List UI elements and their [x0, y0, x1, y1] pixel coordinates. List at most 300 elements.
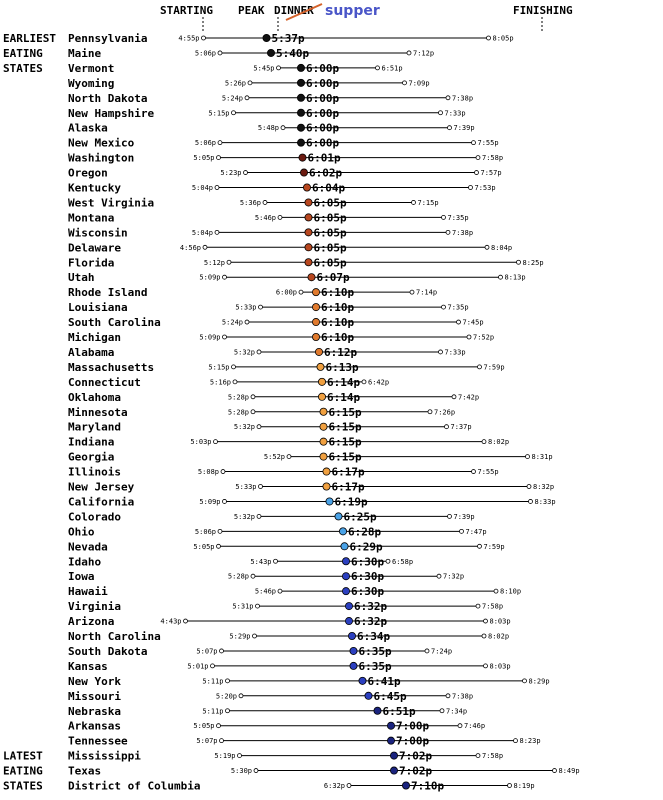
start-time-label: 5:32p — [233, 512, 255, 521]
start-marker — [233, 380, 237, 384]
start-marker — [257, 425, 261, 429]
start-time-label: 5:08p — [197, 468, 219, 477]
end-time-label: 7:38p — [452, 228, 474, 237]
side-label-eating-top: EATING — [3, 46, 43, 60]
peak-time-label: 6:02p — [309, 166, 343, 180]
end-marker — [445, 425, 449, 429]
state-name: Kentucky — [68, 181, 121, 195]
state-name: North Carolina — [68, 630, 161, 643]
end-marker — [472, 141, 476, 145]
end-time-label: 7:58p — [482, 602, 504, 611]
state-name: South Dakota — [68, 644, 148, 658]
start-time-label: 5:12p — [203, 258, 225, 267]
end-time-label: 7:39p — [453, 512, 475, 521]
end-time-label: 7:12p — [413, 49, 435, 58]
peak-marker — [312, 289, 319, 296]
start-marker — [251, 395, 255, 399]
end-marker — [527, 485, 531, 489]
state-row — [68, 137, 499, 150]
start-marker — [257, 350, 261, 354]
state-name: Illinois — [68, 465, 121, 479]
peak-marker — [297, 124, 304, 131]
start-time-label: 4:43p — [160, 617, 182, 626]
end-marker — [508, 784, 512, 788]
end-marker — [412, 200, 416, 204]
end-marker — [407, 51, 411, 55]
peak-marker — [320, 408, 327, 415]
start-marker — [281, 126, 285, 130]
end-time-label: 8:23p — [519, 737, 541, 746]
peak-time-label: 6:15p — [328, 435, 362, 449]
end-time-label: 7:45p — [462, 318, 484, 327]
state-row — [68, 182, 496, 195]
peak-time-label: 6:15p — [328, 450, 362, 464]
start-time-label: 5:48p — [257, 124, 279, 133]
start-time-label: 4:56p — [179, 243, 201, 252]
end-marker — [403, 81, 407, 85]
state-row — [68, 196, 439, 209]
peak-time-label: 7:00p — [396, 734, 430, 748]
state-row — [68, 690, 473, 703]
peak-marker — [300, 169, 307, 176]
state-row — [68, 675, 550, 688]
end-time-label: 7:59p — [483, 363, 505, 372]
end-marker — [482, 634, 486, 638]
end-time-label: 7:57p — [480, 169, 502, 178]
peak-marker — [323, 468, 330, 475]
start-time-label: 5:28p — [227, 393, 249, 402]
end-marker — [376, 66, 380, 70]
peak-time-label: 6:05p — [313, 241, 347, 255]
start-time-label: 5:46p — [254, 213, 276, 222]
end-time-label: 8:19p — [513, 782, 535, 790]
state-name: West Virginia — [68, 196, 155, 210]
start-marker — [299, 290, 303, 294]
peak-time-label: 6:12p — [324, 345, 358, 359]
end-marker — [442, 305, 446, 309]
start-marker — [218, 529, 222, 533]
end-time-label: 7:39p — [453, 124, 475, 133]
end-time-label: 6:42p — [368, 378, 390, 387]
peak-time-label: 6:30p — [351, 585, 385, 599]
start-time-label: 5:32p — [233, 348, 255, 357]
start-marker — [277, 66, 281, 70]
state-row — [68, 316, 484, 329]
state-row — [68, 765, 580, 778]
end-marker — [440, 709, 444, 713]
start-time-label: 5:04p — [191, 184, 213, 192]
peak-marker — [312, 333, 319, 340]
end-marker — [386, 559, 390, 563]
state-name: Wisconsin — [68, 226, 128, 240]
peak-marker — [297, 64, 304, 71]
end-marker — [476, 754, 480, 758]
state-row — [68, 495, 556, 508]
start-time-label: 5:11p — [202, 707, 224, 716]
state-row — [68, 256, 544, 269]
state-name: California — [68, 495, 135, 509]
end-time-label: 7:52p — [473, 333, 495, 342]
state-name: Washington — [68, 151, 135, 165]
peak-time-label: 6:00p — [306, 121, 340, 135]
state-row — [68, 77, 430, 90]
end-marker — [487, 36, 491, 40]
state-name: Missouri — [68, 689, 121, 703]
peak-time-label: 6:25p — [343, 510, 377, 524]
peak-time-label: 7:10p — [411, 779, 445, 793]
end-marker — [476, 156, 480, 160]
state-row — [68, 391, 479, 404]
end-time-label: 7:09p — [408, 79, 430, 88]
end-time-label: 7:58p — [482, 154, 504, 163]
end-time-label: 7:35p — [447, 213, 469, 222]
peak-marker — [297, 94, 304, 101]
header-supper: supper — [325, 3, 380, 19]
start-time-label: 5:06p — [194, 139, 216, 148]
peak-marker — [305, 244, 312, 251]
start-marker — [232, 111, 236, 115]
peak-time-label: 6:10p — [321, 286, 355, 300]
state-name: Nebraska — [68, 704, 121, 718]
state-row — [68, 211, 469, 224]
peak-time-label: 6:17p — [331, 465, 365, 479]
peak-marker — [305, 214, 312, 221]
start-marker — [259, 305, 263, 309]
peak-marker — [297, 139, 304, 146]
peak-marker — [323, 483, 330, 490]
end-time-label: 8:10p — [500, 587, 522, 596]
end-time-label: 7:32p — [443, 572, 465, 581]
peak-marker — [297, 109, 304, 116]
state-row — [68, 32, 514, 45]
end-marker — [475, 171, 479, 175]
peak-time-label: 6:05p — [313, 226, 347, 240]
start-marker — [259, 485, 263, 489]
state-name: Michigan — [68, 331, 121, 344]
end-marker — [482, 440, 486, 444]
peak-marker — [350, 662, 357, 669]
state-name: Texas — [68, 764, 102, 778]
state-row — [68, 585, 521, 598]
state-row — [68, 286, 437, 299]
peak-time-label: 6:05p — [313, 211, 347, 225]
start-marker — [245, 96, 249, 100]
state-name: Arkansas — [68, 719, 121, 733]
start-time-label: 5:11p — [202, 677, 224, 686]
peak-marker — [318, 393, 325, 400]
state-name: New Mexico — [68, 136, 135, 150]
peak-time-label: 6:00p — [306, 61, 340, 75]
peak-marker — [342, 588, 349, 595]
state-name: Arizona — [68, 615, 115, 629]
start-time-label: 5:29p — [229, 632, 251, 641]
end-marker — [448, 126, 452, 130]
peak-marker — [345, 617, 352, 624]
start-marker — [239, 694, 243, 698]
start-marker — [217, 156, 221, 160]
start-marker — [203, 245, 207, 249]
state-row — [68, 780, 535, 793]
peak-marker — [342, 573, 349, 580]
end-marker — [446, 96, 450, 100]
start-time-label: 5:32p — [233, 423, 255, 432]
start-marker — [253, 634, 257, 638]
end-marker — [469, 186, 473, 190]
start-marker — [278, 589, 282, 593]
start-marker — [245, 320, 249, 324]
end-time-label: 7:38p — [452, 692, 474, 701]
end-marker — [439, 111, 443, 115]
start-marker — [257, 514, 261, 518]
end-time-label: 8:02p — [488, 438, 510, 447]
peak-time-label: 5:40p — [276, 46, 310, 60]
end-marker — [485, 245, 489, 249]
start-time-label: 5:05p — [193, 722, 215, 731]
start-time-label: 5:20p — [215, 692, 237, 701]
end-marker — [529, 499, 533, 503]
peak-marker — [387, 737, 394, 744]
state-name: Alaska — [68, 121, 108, 135]
start-time-label: 5:07p — [196, 737, 218, 746]
start-time-label: 5:36p — [239, 198, 261, 207]
side-label-states-bottom: STATES — [3, 779, 43, 793]
state-name: Iowa — [68, 570, 95, 584]
end-marker — [428, 410, 432, 414]
peak-marker — [335, 513, 342, 520]
state-row — [68, 361, 505, 374]
peak-time-label: 5:37p — [271, 32, 305, 45]
end-time-label: 7:37p — [450, 423, 472, 432]
peak-time-label: 6:05p — [313, 256, 347, 270]
state-row — [68, 540, 505, 553]
peak-marker — [320, 423, 327, 430]
start-time-label: 5:09p — [199, 497, 221, 506]
peak-time-label: 6:10p — [321, 316, 355, 330]
state-name: New Jersey — [68, 480, 135, 494]
state-row — [68, 152, 503, 165]
peak-time-label: 6:01p — [307, 151, 341, 165]
start-marker — [263, 200, 267, 204]
state-row — [68, 346, 466, 359]
end-marker — [467, 335, 471, 339]
start-time-label: 5:05p — [193, 542, 215, 551]
state-name: Vermont — [68, 61, 115, 75]
end-time-label: 7:55p — [477, 139, 499, 148]
end-marker — [362, 380, 366, 384]
state-row — [68, 122, 475, 135]
peak-time-label: 6:29p — [349, 540, 383, 554]
peak-time-label: 6:32p — [354, 600, 388, 614]
peak-marker — [341, 543, 348, 550]
peak-marker — [359, 677, 366, 684]
state-row — [68, 705, 467, 718]
peak-time-label: 7:00p — [396, 719, 430, 733]
start-time-label: 5:07p — [196, 647, 218, 656]
peak-marker — [305, 229, 312, 236]
state-row — [68, 660, 511, 673]
end-time-label: 8:25p — [522, 258, 544, 267]
start-time-label: 5:05p — [193, 154, 215, 163]
end-marker — [446, 230, 450, 234]
peak-time-label: 6:35p — [358, 644, 392, 658]
state-name: Florida — [68, 256, 115, 270]
peak-marker — [320, 438, 327, 445]
peak-marker — [365, 692, 372, 699]
state-name: Ohio — [68, 525, 95, 539]
end-time-label: 7:47p — [465, 527, 487, 536]
end-marker — [446, 694, 450, 698]
state-name: Massachusetts — [68, 360, 155, 374]
peak-marker — [345, 603, 352, 610]
peak-time-label: 6:04p — [312, 181, 346, 195]
peak-time-label: 7:02p — [399, 749, 433, 763]
peak-time-label: 6:30p — [351, 555, 385, 569]
start-time-label: 5:26p — [224, 79, 246, 88]
start-marker — [211, 664, 215, 668]
end-time-label: 8:04p — [491, 243, 513, 252]
state-row — [68, 600, 503, 613]
peak-marker — [303, 184, 310, 191]
end-time-label: 8:05p — [492, 34, 514, 43]
peak-marker — [297, 79, 304, 86]
start-time-label: 5:31p — [232, 602, 254, 611]
start-marker — [218, 141, 222, 145]
state-name: Georgia — [68, 450, 115, 464]
state-row — [68, 271, 526, 284]
start-marker — [251, 574, 255, 578]
side-label-eating-bottom: EATING — [3, 764, 43, 778]
state-row — [68, 331, 494, 344]
state-row — [68, 570, 464, 583]
state-row — [68, 436, 509, 449]
end-time-label: 8:31p — [531, 453, 553, 462]
state-row — [68, 406, 455, 419]
end-time-label: 8:03p — [489, 662, 511, 671]
peak-marker — [305, 259, 312, 266]
end-marker — [484, 619, 488, 623]
end-marker — [523, 679, 527, 683]
end-time-label: 7:15p — [417, 198, 439, 207]
peak-time-label: 6:32p — [354, 615, 388, 629]
end-marker — [472, 470, 476, 474]
start-time-label: 5:06p — [194, 527, 216, 536]
peak-time-label: 6:05p — [313, 196, 347, 210]
state-row — [68, 735, 541, 748]
state-name: Rhode Island — [68, 286, 148, 300]
state-row — [68, 301, 469, 314]
end-marker — [458, 724, 462, 728]
peak-time-label: 6:45p — [373, 689, 407, 703]
state-name: Alabama — [68, 345, 115, 359]
state-row — [68, 720, 485, 733]
start-time-label: 5:01p — [187, 662, 209, 671]
state-name: Montana — [68, 211, 115, 225]
end-time-label: 7:26p — [434, 408, 456, 417]
peak-time-label: 6:14p — [327, 375, 361, 389]
start-marker — [184, 619, 188, 623]
start-time-label: 6:00p — [275, 288, 297, 297]
peak-time-label: 6:34p — [357, 630, 391, 643]
peak-time-label: 6:00p — [306, 76, 340, 90]
start-marker — [223, 499, 227, 503]
state-row — [68, 451, 553, 464]
end-marker — [517, 260, 521, 264]
end-marker — [457, 320, 461, 324]
peak-time-label: 6:30p — [351, 570, 385, 584]
peak-marker — [342, 558, 349, 565]
start-time-label: 5:30p — [230, 767, 252, 776]
state-row — [68, 466, 499, 479]
end-time-label: 8:32p — [533, 483, 555, 491]
end-marker — [476, 604, 480, 608]
peak-marker — [320, 453, 327, 460]
start-marker — [254, 769, 258, 773]
peak-time-label: 6:41p — [367, 674, 401, 688]
start-marker — [214, 440, 218, 444]
start-time-label: 5:04p — [191, 228, 213, 237]
end-marker — [478, 365, 482, 369]
peak-time-label: 6:15p — [328, 420, 362, 434]
end-marker — [484, 664, 488, 668]
end-marker — [410, 290, 414, 294]
start-time-label: 5:06p — [194, 49, 216, 58]
state-name: District of Columbia — [68, 779, 201, 793]
end-marker — [514, 739, 518, 743]
start-time-label: 5:16p — [209, 378, 231, 387]
peak-marker — [348, 632, 355, 639]
state-row — [68, 510, 475, 523]
start-marker — [217, 724, 221, 728]
peak-time-label: 6:10p — [321, 301, 355, 315]
start-marker — [347, 784, 351, 788]
state-name: Tennessee — [68, 734, 128, 748]
state-row — [68, 481, 554, 494]
end-time-label: 7:42p — [458, 393, 480, 402]
start-time-label: 5:46p — [254, 587, 276, 596]
start-marker — [256, 604, 260, 608]
header-starting: STARTING — [160, 4, 213, 17]
start-marker — [232, 365, 236, 369]
peak-time-label: 6:14p — [327, 390, 361, 404]
peak-marker — [387, 722, 394, 729]
start-time-label: 4:55p — [178, 34, 200, 43]
start-marker — [226, 709, 230, 713]
peak-marker — [267, 49, 274, 56]
start-time-label: 5:52p — [263, 453, 285, 462]
state-row — [68, 421, 472, 434]
peak-time-label: 6:00p — [306, 91, 340, 105]
state-row — [68, 62, 403, 75]
header-finishing: FINISHING — [513, 4, 573, 17]
peak-marker — [317, 363, 324, 370]
peak-marker — [305, 199, 312, 206]
side-label-earliest: EARLIEST — [3, 32, 56, 45]
end-time-label: 7:59p — [483, 542, 505, 551]
state-name: Mississippi — [68, 749, 141, 763]
end-time-label: 7:14p — [416, 288, 438, 297]
state-name: Maine — [68, 46, 102, 60]
state-name: Virginia — [68, 600, 121, 614]
header — [160, 3, 573, 33]
peak-time-label: 6:00p — [306, 106, 340, 120]
end-time-label: 7:33p — [444, 109, 466, 118]
start-time-label: 5:33p — [235, 483, 257, 491]
state-name: New Hampshire — [68, 106, 155, 120]
start-time-label: 5:15p — [208, 363, 230, 372]
start-marker — [202, 36, 206, 40]
state-row — [68, 92, 473, 105]
peak-marker — [312, 304, 319, 311]
